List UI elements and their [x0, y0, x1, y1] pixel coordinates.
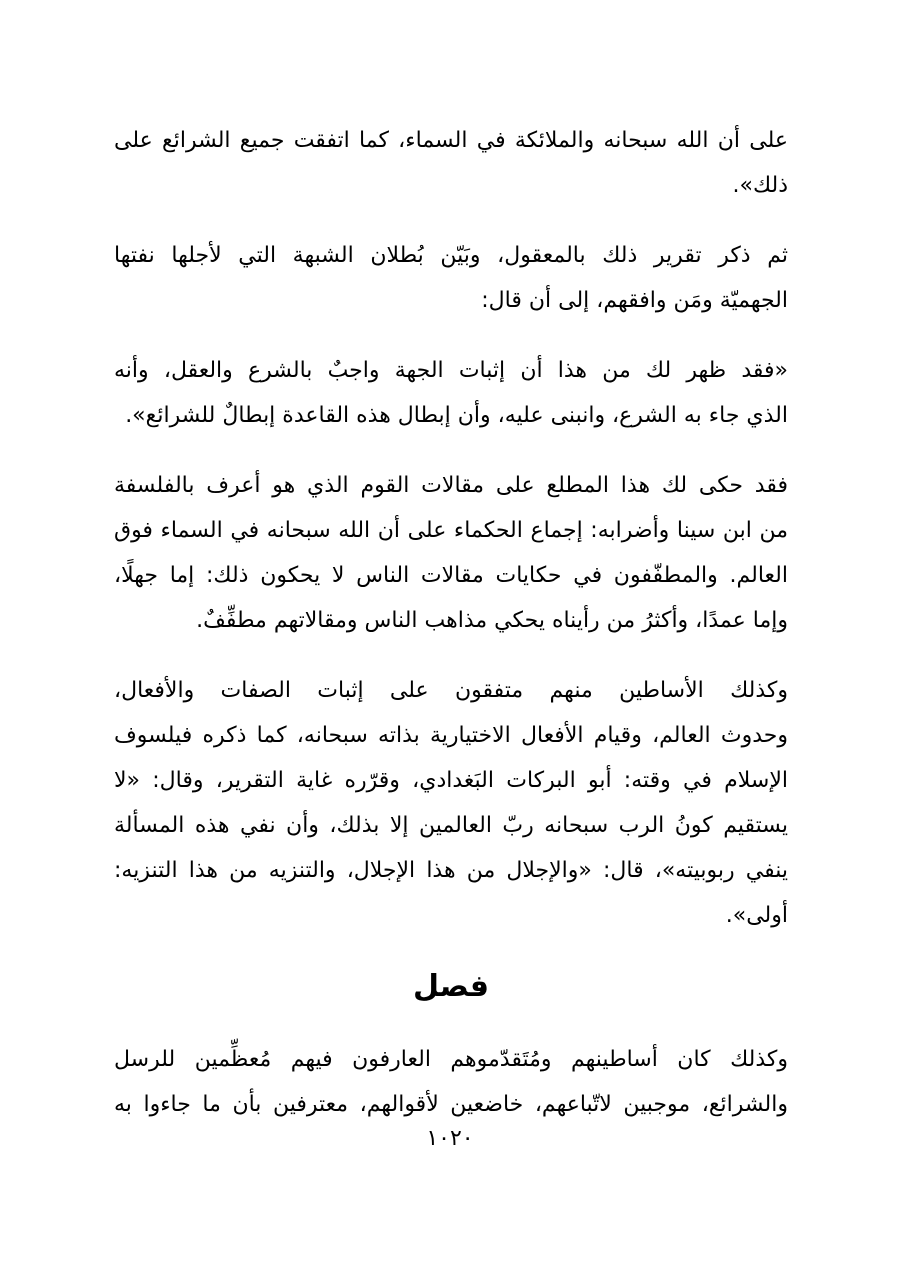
text-line: وكذلك كان أساطينهم ومُتَقدّموهم العارفون فيهم مُعظِّمين للرسل — [114, 1047, 788, 1072]
text-line: وإما عمدًا، وأكثرُ من رأيناه يحكي مذاهب الناس ومقالاتهم مطفِّفٌ. — [196, 608, 788, 633]
paragraph-5 — [114, 668, 788, 938]
text-line: فقد حكى لك هذا المطلع على مقالات القوم الذي هو أعرف بالفلسفة — [114, 473, 788, 498]
paragraph-1 — [114, 118, 788, 208]
page-number: ١٠٢٠ — [426, 1126, 474, 1151]
page-body — [114, 118, 788, 1152]
paragraph-4 — [114, 463, 788, 643]
text-line: من ابن سينا وأضرابه: إجماع الحكماء على أن الله سبحانه في السماء فوق — [114, 518, 788, 543]
text-line: الذي جاء به الشرع، وانبنى عليه، وأن إبطال هذه القاعدة إبطالٌ للشرائع». — [125, 403, 788, 428]
section-heading: فصل — [413, 969, 489, 1004]
text-line: العالم. والمطفّفون في حكايات مقالات الناس لا يحكون ذلك: إما جهلًا، — [114, 563, 788, 588]
text-line: والشرائع، موجبين لاتّباعهم، خاضعين لأقوالهم، معترفين بأن ما جاءوا به — [114, 1092, 788, 1117]
paragraph-6 — [114, 1037, 788, 1127]
text-line: على أن الله سبحانه والملائكة في السماء، كما اتفقت جميع الشرائع على — [114, 128, 788, 153]
text-line: ثم ذكر تقرير ذلك بالمعقول، وبَيّن بُطلان الشبهة التي لأجلها نفتها — [114, 243, 788, 268]
text-line: وكذلك الأساطين منهم متفقون على إثبات الصفات والأفعال، — [114, 678, 788, 703]
paragraph-3-quote — [114, 348, 788, 438]
text-line: يستقيم كونُ الرب سبحانه ربّ العالمين إلا بذلك، وأن نفي هذه المسألة — [114, 813, 788, 838]
text-line: ينفي ربوبيته»، قال: «والإجلال من هذا الإجلال، والتنزيه من هذا التنزيه: — [114, 858, 788, 883]
text-line: الإسلام في وقته: أبو البركات البَغدادي، وقرّره غاية التقرير، وقال: «لا — [114, 768, 788, 793]
text-line: وحدوث العالم، وقيام الأفعال الاختيارية بذاته سبحانه، كما ذكره فيلسوف — [114, 723, 788, 748]
paragraph-2 — [114, 233, 788, 323]
text-line: الجهميّة ومَن وافقهم، إلى أن قال: — [481, 288, 788, 313]
text-line: أولى». — [725, 903, 788, 928]
text-line: «فقد ظهر لك من هذا أن إثبات الجهة واجبٌ بالشرع والعقل، وأنه — [114, 358, 788, 383]
text-line: ذلك». — [732, 173, 788, 198]
